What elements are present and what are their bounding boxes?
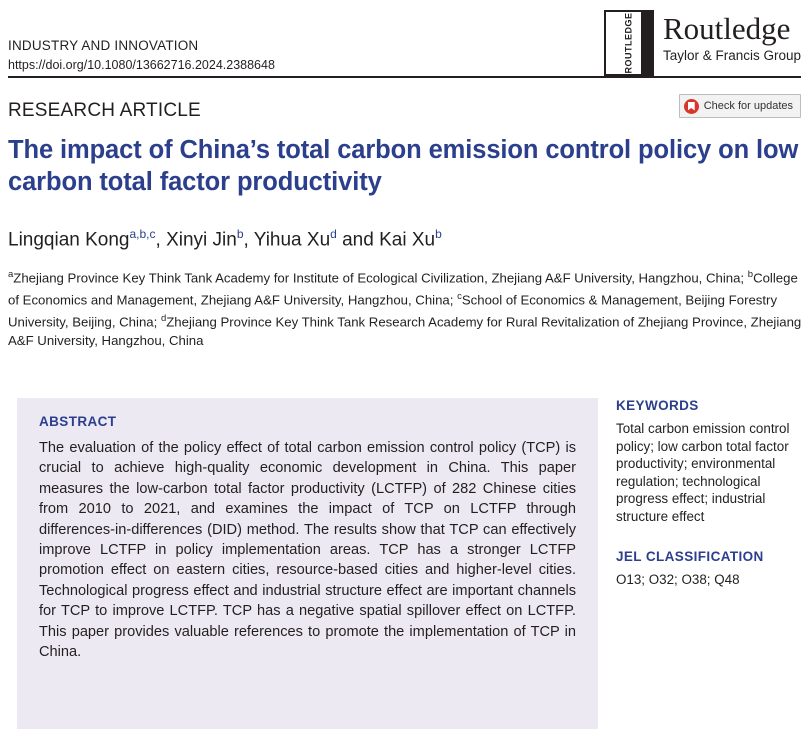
crossmark-button[interactable] <box>679 94 801 118</box>
metadata-column <box>616 398 806 588</box>
crossmark-label: Check for updates <box>703 100 793 112</box>
jel-heading: JEL CLASSIFICATION <box>616 548 764 564</box>
keywords-text: Total carbon emission control policy; low carbon total factor productivity; environmental regulation; technological progress effect; industrial structure effect <box>616 421 790 524</box>
publisher-name: Routledge <box>662 11 791 46</box>
metadata-spacer <box>616 526 806 549</box>
publisher-wordmark <box>663 10 801 63</box>
routledge-logo-text: ROUTLEDGE <box>623 12 634 74</box>
abstract-section <box>17 398 598 729</box>
routledge-logo-icon <box>604 10 654 76</box>
doi-link[interactable]: https://doi.org/10.1080/13662716.2024.2388648 <box>8 58 275 72</box>
affiliation-list: $^a$Zhejiang Province Key Think Tank Academy for Institute of Ecological Civilization, Zhejiang A&F University, Hangzhou, China; $^b$College of Economics and Management, Zhejiang A&F University, Hangzhou, China; $^c$School of Economics & Management, Beijing Forestry University, Beijing, China; $^d$Zhejiang Province Key Think Tank Research Academy for Rural Revitalization of Zhejiang Province, Zhejiang A&F University, Hangzhou, China <box>8 269 802 348</box>
jel-text: O13; O32; O38; Q48 <box>616 571 740 587</box>
author-list: Lingqian Kong$^{a,b,c}$, Xinyi Jin$^b$, Yihua Xu$^d$ and Kai Xu$^b$ <box>8 227 442 251</box>
crossmark-icon <box>684 99 699 114</box>
article-type-label: RESEARCH ARTICLE <box>8 100 201 121</box>
publisher-tagline: Taylor & Francis Group <box>662 48 801 63</box>
abstract-text: The evaluation of the policy effect of total carbon emission control policy (TCP) is crucial to achieve high-quality economic development in China. This paper measures the low-carbon total factor productivity (LCTFP) of 282 Chinese cities from 2010 to 2021, and examines the impact of TCP on LCTFP through differences-in-differences (DID) method. The results show that TCP can effectively improve LCTFP in policy implementation areas. TCP has a stronger LCTFP promotion effect on eastern cities, resource-based cities and higher-level cities. Technological progress effect and industrial structure effect are important channels for TCP to improve LCTFP. TCP has a negative spatial spillover effect on LCTFP. This paper provides valuable references to promote the implementation of TCP in China. <box>39 440 576 661</box>
publisher-logo <box>604 10 801 76</box>
page-title: The impact of China’s total carbon emission control policy on low carbon total factor productivity <box>8 136 799 196</box>
abstract-heading: ABSTRACT <box>39 414 117 429</box>
keywords-heading: KEYWORDS <box>616 398 699 413</box>
journal-name: INDUSTRY AND INNOVATION <box>8 38 199 53</box>
header-divider <box>8 76 801 78</box>
